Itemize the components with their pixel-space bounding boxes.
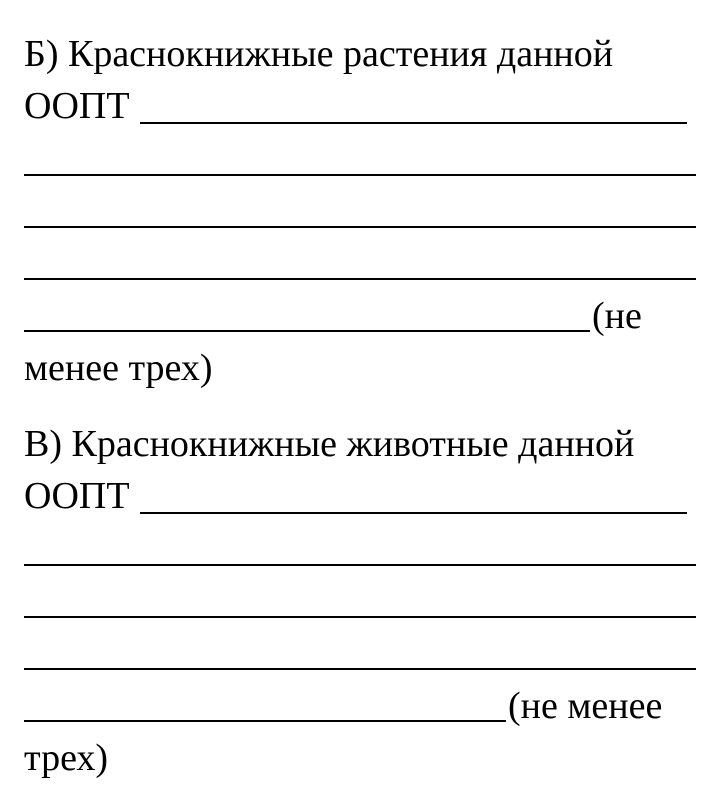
plants-answer-line-5[interactable] [24,330,590,332]
section-animals-label: ООПТ [24,475,130,517]
section-plants-heading: Б) Краснокнижные растения данной [24,33,614,75]
plants-answer-line-1[interactable] [140,122,687,124]
animals-answer-line-5[interactable] [24,720,506,722]
plants-answer-line-2[interactable] [24,174,696,176]
worksheet [24,0,696,803]
section-animals-heading: В) Краснокнижные животные данной [24,423,635,465]
plants-min-count-note: (не [592,295,642,337]
animals-answer-line-2[interactable] [24,564,696,566]
animals-answer-line-3[interactable] [24,616,696,618]
plants-answer-line-3[interactable] [24,226,696,228]
animals-answer-line-4[interactable] [24,668,696,670]
plants-answer-line-4[interactable] [24,278,696,280]
plants-min-count-note-continued: менее трех) [24,347,213,389]
animals-min-count-note-continued: трех) [24,737,109,779]
section-plants-label: ООПТ [24,85,130,127]
animals-answer-line-1[interactable] [140,512,687,514]
animals-min-count-note: (не менее [508,685,663,727]
